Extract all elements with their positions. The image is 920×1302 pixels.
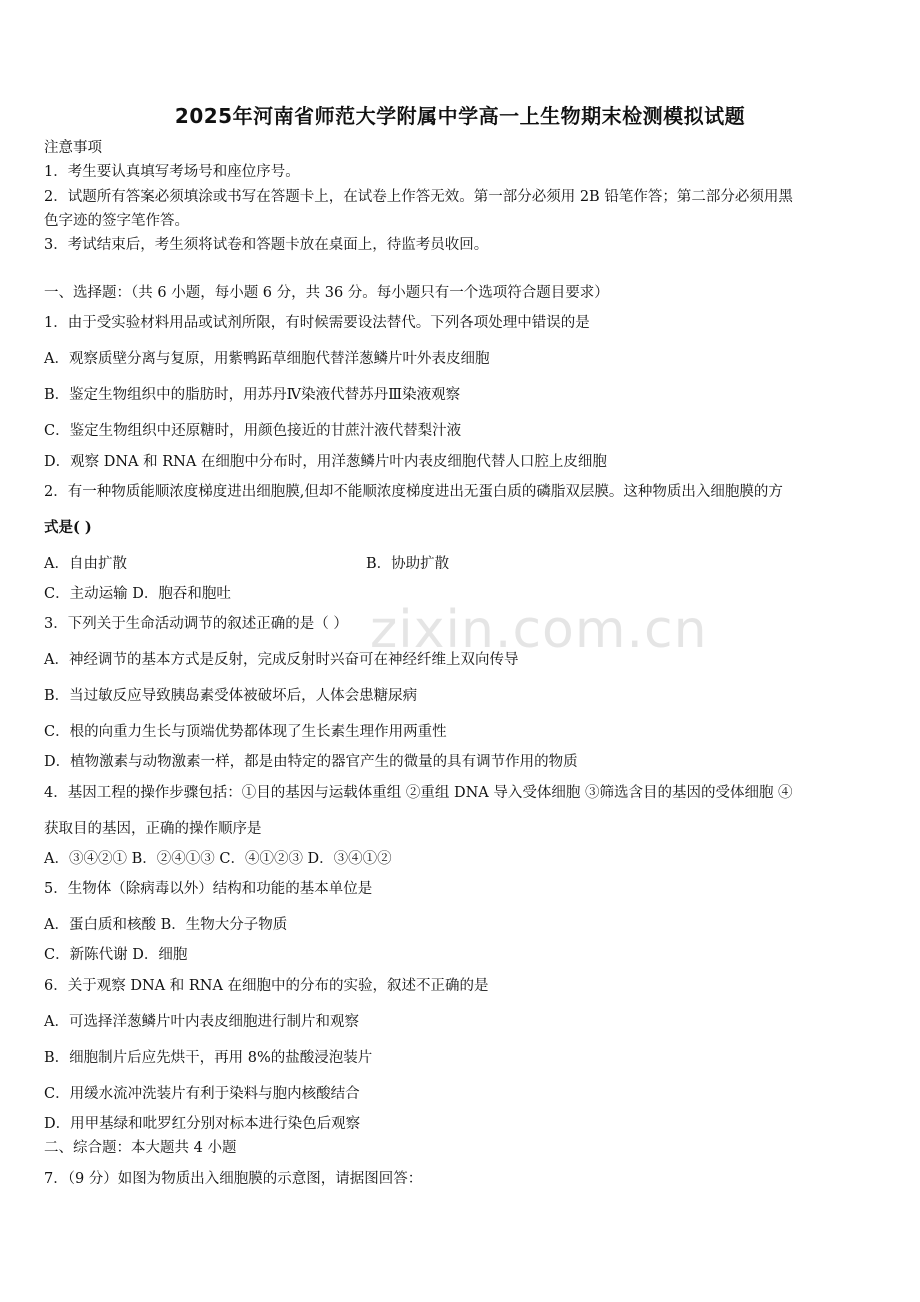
q3-stem: 3．下列关于生命活动调节的叙述正确的是（ ） bbox=[44, 616, 348, 632]
q4-options: A．③④②① B．②④①③ C．④①②③ D．③④①② bbox=[44, 851, 392, 867]
section-2-heading: 二、综合题：本大题共 4 小题 bbox=[44, 1140, 237, 1156]
notice-item-2-cont: 色字迹的签字笔作答。 bbox=[44, 213, 189, 229]
q5-stem: 5．生物体（除病毒以外）结构和功能的基本单位是 bbox=[44, 881, 373, 897]
q2-option-b: B．协助扩散 bbox=[366, 556, 450, 572]
q6-stem: 6．关于观察 DNA 和 RNA 在细胞中的分布的实验，叙述不正确的是 bbox=[44, 978, 489, 994]
notice-heading: 注意事项 bbox=[44, 140, 102, 156]
q4-stem-line1: 4．基因工程的操作步骤包括：①目的基因与运载体重组 ②重组 DNA 导入受体细胞 ③筛选含目的基因的受体细胞 ④ bbox=[44, 785, 793, 801]
q7-stem: 7．（9 分）如图为物质出入细胞膜的示意图，请据图回答： bbox=[44, 1171, 423, 1187]
notice-item-1: 1．考生要认真填写考场号和座位序号。 bbox=[44, 164, 300, 180]
q6-option-b: B．细胞制片后应先烘干，再用 8%的盐酸浸泡装片 bbox=[44, 1050, 373, 1066]
q1-option-d: D．观察 DNA 和 RNA 在细胞中分布时，用洋葱鳞片叶内表皮细胞代替人口腔上皮细胞 bbox=[44, 454, 607, 470]
q2-option-cd: C．主动运输 D．胞吞和胞吐 bbox=[44, 586, 231, 602]
q2-stem-line1: 2．有一种物质能顺浓度梯度进出细胞膜,但却不能顺浓度梯度进出无蛋白质的磷脂双层膜。这种物质出入细胞膜的方 bbox=[44, 484, 783, 500]
section-1-heading: 一、选择题：（共 6 小题，每小题 6 分，共 36 分。每小题只有一个选项符合题目要求） bbox=[44, 285, 609, 301]
q3-option-d: D．植物激素与动物激素一样，都是由特定的器官产生的微量的具有调节作用的物质 bbox=[44, 754, 578, 770]
q1-option-c: C．鉴定生物组织中还原糖时，用颜色接近的甘蔗汁液代替梨汁液 bbox=[44, 423, 462, 439]
watermark-text: zixin.com.cn bbox=[370, 600, 708, 660]
q2-option-a: A．自由扩散 bbox=[44, 556, 127, 572]
notice-item-2: 2．试题所有答案必须填涂或书写在答题卡上，在试卷上作答无效。第一部分必须用 2B 铅笔作答；第二部分必须用黑 bbox=[44, 189, 793, 205]
q1-option-b: B．鉴定生物组织中的脂肪时，用苏丹Ⅳ染液代替苏丹Ⅲ染液观察 bbox=[44, 387, 461, 403]
q6-option-a: A．可选择洋葱鳞片叶内表皮细胞进行制片和观察 bbox=[44, 1014, 359, 1030]
q6-option-d: D．用甲基绿和吡罗红分别对标本进行染色后观察 bbox=[44, 1116, 361, 1132]
page-title: 2025年河南省师范大学附属中学高一上生物期末检测模拟试题 bbox=[174, 104, 746, 128]
q5-options-ab: A．蛋白质和核酸 B．生物大分子物质 bbox=[44, 917, 288, 933]
q3-option-a: A．神经调节的基本方式是反射，完成反射时兴奋可在神经纤维上双向传导 bbox=[44, 652, 519, 668]
q5-options-cd: C．新陈代谢 D．细胞 bbox=[44, 947, 188, 963]
q1-option-a: A．观察质壁分离与复原，用紫鸭跖草细胞代替洋葱鳞片叶外表皮细胞 bbox=[44, 351, 490, 367]
q3-option-c: C．根的向重力生长与顶端优势都体现了生长素生理作用两重性 bbox=[44, 724, 447, 740]
q6-option-c: C．用缓水流冲洗装片有利于染料与胞内核酸结合 bbox=[44, 1086, 360, 1102]
q3-option-b: B．当过敏反应导致胰岛素受体被破坏后，人体会患糖尿病 bbox=[44, 688, 418, 704]
q1-stem: 1．由于受实验材料用品或试剂所限，有时候需要设法替代。下列各项处理中错误的是 bbox=[44, 315, 590, 331]
q2-stem-line2: 式是( ) bbox=[44, 519, 92, 536]
q4-stem-line2: 获取目的基因，正确的操作顺序是 bbox=[44, 821, 262, 837]
notice-item-3: 3．考试结束后，考生须将试卷和答题卡放在桌面上，待监考员收回。 bbox=[44, 237, 489, 253]
